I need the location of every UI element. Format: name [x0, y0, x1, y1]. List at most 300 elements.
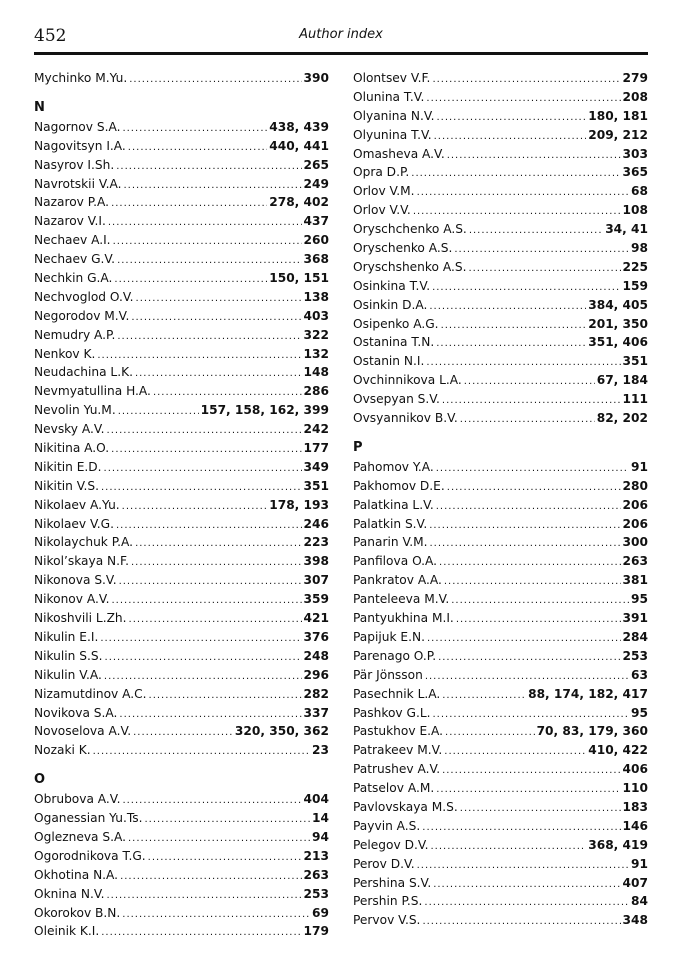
dot-leader — [112, 592, 302, 611]
author-name: Nevsky A.V. — [34, 422, 105, 437]
author-name: Orlov V.V. — [353, 203, 411, 218]
index-entry — [353, 760, 648, 779]
author-name: Omasheva A.V. — [353, 146, 445, 161]
dot-leader — [116, 158, 301, 177]
author-name: Oleinik K.I. — [34, 924, 100, 939]
author-name: Okhotina N.A. — [34, 867, 119, 882]
author-name: Nikolaev V.G. — [34, 516, 114, 531]
author-name: Nikol’skaya N.F. — [34, 554, 129, 569]
dot-leader — [93, 743, 310, 762]
index-entry — [353, 628, 648, 647]
dot-leader — [122, 120, 267, 139]
author-name: Patselov A.M. — [353, 781, 435, 796]
index-entry — [34, 904, 329, 923]
dot-leader — [444, 743, 586, 762]
index-entry — [353, 552, 648, 571]
index-entry — [34, 288, 329, 307]
page-refs: 68 — [631, 184, 648, 199]
author-name: Ogorodnikova T.G. — [34, 848, 146, 863]
author-name: Patrushev A.V. — [353, 762, 441, 777]
index-entry — [353, 145, 648, 164]
index-entry — [353, 477, 648, 496]
index-entry — [353, 855, 648, 874]
page-refs: 223 — [303, 535, 329, 550]
index-entry — [34, 175, 329, 194]
dot-leader — [434, 128, 587, 147]
author-name: Pavlovskaya M.S. — [353, 799, 458, 814]
page-refs: 303 — [622, 146, 648, 161]
author-name: Oknina N.V. — [34, 886, 105, 901]
index-entry — [353, 107, 648, 126]
index-entry — [34, 439, 329, 458]
index-entry — [353, 220, 648, 239]
dot-leader — [106, 887, 301, 906]
page-refs: 110 — [622, 781, 648, 796]
page-refs: 69 — [312, 905, 329, 920]
index-entry — [34, 628, 329, 647]
page-refs: 322 — [303, 327, 329, 342]
dot-leader — [429, 298, 586, 317]
header-rule — [34, 52, 648, 55]
page-refs: 398 — [303, 554, 329, 569]
author-name: Mychinko M.Yu. — [34, 71, 128, 85]
page-refs: 263 — [303, 867, 329, 882]
dot-leader — [116, 517, 302, 536]
author-name: Pär Jönsson — [353, 667, 423, 682]
page-refs: 209, 212 — [588, 127, 648, 142]
author-name: Palatkin S.V. — [353, 516, 428, 531]
page-refs: 206 — [622, 497, 648, 512]
author-name: Nechkin G.A. — [34, 271, 113, 286]
page-refs: 384, 405 — [588, 297, 648, 312]
index-entry — [353, 88, 648, 107]
dot-leader — [100, 630, 301, 649]
author-name: Nasyrov I.Sh. — [34, 157, 115, 172]
author-name: Ovsyannikov B.V. — [353, 411, 458, 426]
page-refs: 95 — [631, 592, 648, 607]
dot-leader — [128, 830, 310, 849]
dot-leader — [122, 906, 310, 925]
dot-leader — [436, 335, 586, 354]
index-entry — [353, 390, 648, 409]
index-entry — [353, 666, 648, 685]
author-name: Nagornov S.A. — [34, 119, 121, 134]
author-name: Pershina S.V. — [353, 875, 432, 890]
dot-leader — [454, 241, 629, 260]
index-entry — [34, 69, 329, 88]
page-refs: 351 — [622, 354, 648, 369]
author-name: Nikitina A.O. — [34, 441, 110, 456]
page-refs: 381 — [622, 573, 648, 588]
page-refs: 265 — [303, 157, 329, 172]
author-name: Panteleeva M.V. — [353, 592, 450, 607]
dot-leader — [427, 630, 621, 649]
dot-leader — [468, 260, 620, 279]
author-name: Pasechnik L.A. — [353, 686, 441, 701]
page-refs: 98 — [631, 241, 648, 256]
index-entry — [353, 69, 648, 88]
page-refs: 84 — [631, 894, 648, 909]
page-refs: 337 — [303, 705, 329, 720]
dot-leader — [417, 184, 629, 203]
page-refs: 421 — [303, 611, 329, 626]
author-name: Nizamutdinov A.C. — [34, 686, 147, 701]
dot-leader — [149, 687, 302, 706]
dot-leader — [114, 271, 267, 290]
index-entry — [353, 126, 648, 145]
dot-leader — [148, 849, 302, 868]
author-name: Ovchinnikova L.A. — [353, 373, 462, 388]
author-name: Osinkina T.V. — [353, 278, 431, 293]
index-entry — [34, 118, 329, 137]
index-entry — [34, 685, 329, 704]
index-entry — [353, 685, 648, 704]
page-refs: 440, 441 — [269, 138, 329, 153]
page-refs: 206 — [622, 516, 648, 531]
index-entry — [34, 704, 329, 723]
index-entry — [34, 212, 329, 231]
page-refs: 307 — [303, 573, 329, 588]
page-refs: 183 — [622, 799, 648, 814]
page-refs: 253 — [622, 648, 648, 663]
page-refs: 70, 83, 179, 360 — [536, 724, 648, 739]
running-title: Author index — [299, 27, 383, 42]
page-refs: 132 — [303, 346, 329, 361]
author-name: Nikoshvili L.Zh. — [34, 611, 127, 626]
page-refs: 246 — [303, 516, 329, 531]
index-entry — [353, 722, 648, 741]
page-refs: 14 — [312, 811, 329, 826]
index-entry — [34, 552, 329, 571]
page-refs: 63 — [631, 667, 648, 682]
dot-leader — [447, 147, 621, 166]
author-name: Osinkin D.A. — [353, 297, 428, 312]
index-entry — [34, 345, 329, 364]
author-name: Obrubova A.V. — [34, 792, 121, 807]
page-refs: 368, 419 — [588, 837, 648, 852]
page-refs: 296 — [303, 667, 329, 682]
index-entry — [353, 239, 648, 258]
index-entry — [34, 922, 329, 941]
author-name: Nozaki K. — [34, 743, 91, 758]
author-name: Oganessian Yu.Ts. — [34, 811, 143, 826]
dot-leader — [436, 460, 629, 479]
author-name: Nazarov P.A. — [34, 195, 110, 210]
section-letter: N — [34, 99, 45, 115]
page-refs: 178, 193 — [269, 497, 329, 512]
dot-leader — [131, 554, 302, 573]
index-entry — [353, 333, 648, 352]
author-name: Nikonova S.V. — [34, 573, 117, 588]
index-entry — [34, 231, 329, 250]
page-refs: 376 — [303, 629, 329, 644]
dot-leader — [433, 876, 620, 895]
author-name: Nemudry A.P. — [34, 327, 116, 342]
dot-leader — [460, 800, 621, 819]
index-entry — [34, 326, 329, 345]
index-entry — [353, 741, 648, 760]
dot-leader — [111, 441, 301, 460]
author-name: Ostanin N.I. — [353, 354, 425, 369]
index-entry — [353, 779, 648, 798]
author-name: Olontsev V.F. — [353, 71, 431, 85]
author-name: Oryschenko A.S. — [353, 241, 453, 256]
index-entry — [353, 647, 648, 666]
page-refs: 348 — [622, 913, 648, 928]
author-name: Olyanina N.V. — [353, 108, 435, 123]
page-refs: 177 — [303, 441, 329, 456]
author-name: Panarin V.M. — [353, 535, 428, 550]
page-refs: 391 — [622, 611, 648, 626]
page-refs: 94 — [312, 829, 329, 844]
dot-leader — [144, 811, 310, 830]
author-name: Novoselova A.V. — [34, 724, 132, 739]
index-entry — [34, 609, 329, 628]
page-refs: 248 — [303, 648, 329, 663]
author-name: Nikonov A.V. — [34, 592, 110, 607]
index-entry — [353, 798, 648, 817]
page-refs: 279 — [622, 71, 648, 85]
author-name: Okorokov B.N. — [34, 905, 121, 920]
page-header — [34, 24, 648, 52]
index-entry — [34, 847, 329, 866]
index-entry — [353, 874, 648, 893]
author-name: Pelegov D.V. — [353, 837, 429, 852]
index-entry — [353, 371, 648, 390]
author-name: Oglezneva S.A. — [34, 829, 126, 844]
index-entry — [353, 590, 648, 609]
index-entry — [353, 911, 648, 930]
dot-leader — [447, 479, 621, 498]
author-name: Perov D.V. — [353, 856, 415, 871]
page-refs: 138 — [303, 289, 329, 304]
author-name: Panfilova O.A. — [353, 554, 438, 569]
page-refs: 108 — [622, 203, 648, 218]
page-refs: 213 — [303, 848, 329, 863]
dot-leader — [135, 365, 302, 384]
page-refs: 180, 181 — [588, 108, 648, 123]
page-refs: 260 — [303, 233, 329, 248]
index-entry — [34, 515, 329, 534]
index-entry — [34, 741, 329, 760]
page-refs: 351 — [303, 478, 329, 493]
index-entry — [34, 269, 329, 288]
page-refs: 179 — [303, 924, 329, 939]
page-refs: 410, 422 — [588, 743, 648, 758]
index-entry — [353, 182, 648, 201]
author-name: Nikulin V.A. — [34, 667, 102, 682]
author-name: Pakhomov D.E. — [353, 478, 445, 493]
dot-leader — [119, 573, 302, 592]
page-refs: 157, 158, 162, 399 — [200, 403, 329, 418]
index-entry — [353, 704, 648, 723]
dot-leader — [128, 139, 267, 158]
author-name: Patrakeev M.V. — [353, 743, 443, 758]
dot-leader — [101, 924, 301, 943]
author-name: Nevmyatullina H.A. — [34, 384, 151, 399]
author-name: Pervov V.S. — [353, 913, 421, 928]
page-refs: 88, 174, 182, 417 — [528, 686, 648, 701]
dot-leader — [133, 724, 233, 743]
author-name: Nikulin S.S. — [34, 648, 103, 663]
page-refs: 404 — [303, 792, 329, 807]
dot-leader — [104, 460, 302, 479]
page-refs: 34, 41 — [605, 222, 648, 237]
dot-leader — [430, 838, 586, 857]
author-name: Papijuk E.N. — [353, 629, 425, 644]
author-name: Pantyukhina M.I. — [353, 611, 454, 626]
index-entry — [34, 866, 329, 885]
author-name: Payvin A.S. — [353, 818, 421, 833]
dot-leader — [136, 290, 302, 309]
index-entry — [34, 156, 329, 175]
dot-leader — [120, 868, 301, 887]
dot-leader — [438, 649, 620, 668]
author-name: Oryschshenko A.S. — [353, 259, 467, 274]
author-name: Pahomov Y.A. — [353, 459, 434, 474]
dot-leader — [424, 894, 629, 913]
page-refs: 82, 202 — [596, 411, 648, 426]
author-name: Nikolaychuk P.A. — [34, 535, 134, 550]
index-entry — [34, 590, 329, 609]
index-entry — [34, 790, 329, 809]
author-name: Nenkov K. — [34, 346, 96, 361]
dot-leader — [122, 498, 268, 517]
page-refs: 67, 184 — [596, 373, 648, 388]
author-name: Pankratov A.A. — [353, 573, 442, 588]
dot-leader — [129, 611, 302, 630]
dot-leader — [135, 535, 301, 554]
author-name: Navrotskii V.A. — [34, 176, 122, 191]
dot-leader — [111, 195, 267, 214]
author-name: Pershin P.S. — [353, 894, 423, 909]
author-name: Nikulin E.I. — [34, 629, 99, 644]
page-refs: 390 — [303, 71, 329, 85]
index-entry — [34, 193, 329, 212]
index-entry — [353, 201, 648, 220]
page-refs: 282 — [303, 686, 329, 701]
index-entry — [34, 382, 329, 401]
page-refs: 320, 350, 362 — [234, 724, 329, 739]
page-refs: 150, 151 — [269, 271, 329, 286]
page-refs: 300 — [622, 535, 648, 550]
author-name: Olunina T.V. — [353, 89, 425, 104]
index-entry — [353, 409, 648, 428]
author-name: Oryschchenko A.S. — [353, 222, 467, 237]
section-letter: P — [353, 439, 363, 455]
author-name: Ostanina T.N. — [353, 335, 435, 350]
index-entry — [34, 458, 329, 477]
index-entry — [353, 892, 648, 911]
dot-leader — [436, 781, 620, 800]
page-refs: 242 — [303, 422, 329, 437]
index-entry — [34, 496, 329, 515]
page-refs: 95 — [631, 705, 648, 720]
page-refs: 280 — [622, 478, 648, 493]
author-name: Orlov V.M. — [353, 184, 415, 199]
dot-leader — [442, 687, 526, 706]
index-entry — [353, 571, 648, 590]
author-name: Ovsepyan S.V. — [353, 392, 440, 407]
dot-leader — [108, 214, 302, 233]
index-entry — [34, 828, 329, 847]
index-entry — [353, 352, 648, 371]
page-refs: 286 — [303, 384, 329, 399]
page-refs: 91 — [631, 856, 648, 871]
page-refs: 253 — [303, 886, 329, 901]
page-refs: 407 — [622, 875, 648, 890]
dot-leader — [436, 498, 621, 517]
dot-leader — [422, 913, 620, 932]
page-refs: 349 — [303, 459, 329, 474]
dot-leader — [118, 403, 199, 422]
index-entry — [353, 515, 648, 534]
dot-leader — [460, 411, 595, 430]
page-refs: 148 — [303, 365, 329, 380]
dot-leader — [441, 317, 587, 336]
author-name: Parenago O.P. — [353, 648, 437, 663]
author-name: Nikitin V.S. — [34, 478, 99, 493]
dot-leader — [131, 309, 301, 328]
index-entry — [353, 836, 648, 855]
page-refs: 146 — [622, 818, 648, 833]
index-entry — [34, 647, 329, 666]
author-name: Olyunina T.V. — [353, 127, 432, 142]
right-column — [353, 69, 648, 930]
dot-leader — [442, 762, 620, 781]
dot-leader — [129, 71, 301, 90]
page-refs: 284 — [622, 629, 648, 644]
author-name: Pastukhov E.A. — [353, 724, 444, 739]
author-name: Nevolin Yu.M. — [34, 403, 116, 418]
page-refs: 403 — [303, 308, 329, 323]
index-entry — [353, 609, 648, 628]
index-entry — [353, 496, 648, 515]
dot-leader — [445, 724, 535, 743]
dot-leader — [122, 792, 301, 811]
index-entry — [353, 163, 648, 182]
dot-leader — [451, 592, 629, 611]
author-name: Nechaev A.I. — [34, 233, 111, 248]
dot-leader — [430, 535, 621, 554]
author-name: Nazarov V.I. — [34, 214, 106, 229]
index-entry — [34, 533, 329, 552]
page-refs: 437 — [303, 214, 329, 229]
dot-leader — [113, 233, 302, 252]
page-refs: 91 — [631, 459, 648, 474]
index-entry — [353, 296, 648, 315]
left-column — [34, 69, 329, 941]
index-entry — [353, 458, 648, 477]
page-refs: 351, 406 — [588, 335, 648, 350]
author-name: Nagovitsyn I.A. — [34, 138, 126, 153]
index-entry — [34, 137, 329, 156]
author-name: Negorodov M.V. — [34, 308, 130, 323]
page-refs: 368 — [303, 252, 329, 267]
page-refs: 159 — [622, 278, 648, 293]
dot-leader — [442, 392, 621, 411]
index-entry — [353, 258, 648, 277]
dot-leader — [107, 422, 302, 441]
author-name: Nikitin E.D. — [34, 459, 102, 474]
dot-leader — [469, 222, 603, 241]
dot-leader — [439, 554, 621, 573]
page-refs: 365 — [622, 165, 648, 180]
section-letter: O — [34, 772, 46, 788]
page-refs: 406 — [622, 762, 648, 777]
dot-leader — [417, 857, 629, 876]
page-refs: 249 — [303, 176, 329, 191]
